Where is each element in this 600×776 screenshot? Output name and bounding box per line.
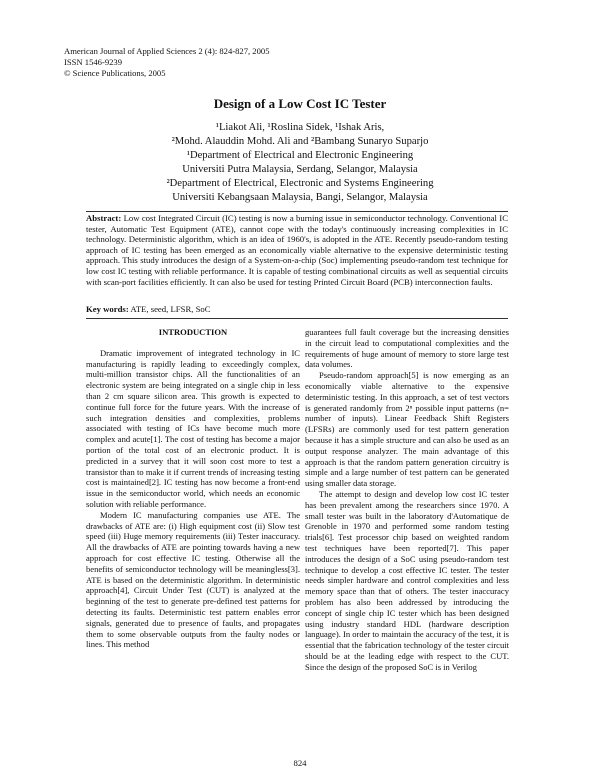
authors-line-1: ¹Liakot Ali, ¹Roslina Sidek, ¹Ishak Aris, [215, 122, 385, 133]
right-paragraph-1: Pseudo-random approach[5] is now emerging as an economically viable alternative to the expensive deterministic testing. In this approach, a set of test vectors is generated randomly from 2ⁿ possible input patterns (n= number of inputs). Linear Feedback Shift Registers (LFSRs) are commonly used for test pattern generation because it has a simple structure and can also be used as an output response analyzer. The main advantage of this approach is that the random pattern generation circuitry is simple and a large number of test pattern can be generated using smaller data storage. [305, 370, 509, 489]
affiliation-1-line-1: ¹Department of Electrical and Electronic Engineering [186, 150, 414, 161]
affiliation-2-line-1: ²Department of Electrical, Electronic and Systems Engineering [166, 178, 434, 189]
authors-line-2: ²Mohd. Alauddin Mohd. Ali and ²Bambang Sunaryo Suparjo [171, 136, 429, 147]
right-paragraph-0: guarantees full fault coverage but the increasing densities in the circuit lead to computational complexities and the requirements of huge amount of memory to store large test data volumes. [305, 327, 509, 370]
journal-copyright: © Science Publications, 2005 [64, 68, 166, 78]
left-column [86, 327, 300, 650]
affiliation-2-line-2: Universiti Kebangsaan Malaysia, Bangi, Selangor, Malaysia [172, 192, 428, 203]
section-heading-introduction: INTRODUCTION [158, 327, 228, 337]
right-column [305, 327, 509, 673]
abstract-label: Abstract: [86, 213, 122, 223]
keywords-label: Key words: [86, 304, 129, 314]
journal-citation: American Journal of Applied Sciences 2 (4): 824-827, 2005 [64, 46, 270, 56]
author-block [150, 121, 450, 205]
abstract-top-rule [86, 211, 508, 212]
left-paragraph-1: Dramatic improvement of integrated technology in IC manufacturing is rapidly leading to exceedingly complex, multi-million transistor chips. All the functionalities of an electronic system are being integrated on a single chip in less than 2 cm square silicon area. This growth is expected to continue full force for the future years. With the increase of such integration densities and complexities, problems associated with testing of ICs have become much more complex and acute[1]. The cost of testing has become a major portion of the total cost of an electronic product. It is predicted in a survey that it will soon cost more to test a transistor than to make it if current trends of increasing testing cost is maintained[2]. IC testing has now become a front-end issue in the semiconductor world, which needs an economic solution with reliable performance. [86, 347, 300, 509]
page-number: 824 [293, 758, 307, 768]
keywords [86, 304, 211, 314]
right-paragraph-2: The attempt to design and develop low cost IC tester has been prevalent among the researchers since 1970. A small tester was built in the laboratory d'Automatique de Grenoble in 1970 and performed some random testing trials[6]. Test processor chip based on weighted random test techniques have been reported[7]. This paper introduces the design of a SoC using pseudo-random test technique to develop a cost effective IC tester. The tester needs simpler hardware and control complexities and less memory space than that of others. The tester inaccuracy problem has also been addressed by introducing the concept of single chip IC tester which has been designed using industry standard HDL (hardware description language). In order to maintain the accuracy of the test, it is essential that the fabrication technology of the tester circuit should be at the leading edge with respect to the CUT. Since the design of the proposed SoC is in Verilog [305, 488, 509, 672]
journal-issn: ISSN 1546-9239 [64, 57, 123, 67]
abstract-bottom-rule [86, 318, 508, 319]
keywords-text: ATE, seed, LFSR, SoC [130, 304, 211, 314]
journal-header [64, 46, 270, 79]
left-paragraph-2: Modern IC manufacturing companies use ATE. The drawbacks of ATE are: (i) High equipment cost (ii) Slow test speed (iii) Huge memory requirements (iii) Tester inaccuracy. All the drawbacks of ATE are pointing towards having a new approach for cost effective IC testing. Otherwise all the benefits of semiconductor technology will be meaningless[3]. ATE is based on the deterministic algorithm. In deterministic approach[4], Circuit Under Test (CUT) is analyzed at the beginning of the test to generate pre-defined test patterns for detecting its faults. Deterministic test pattern enables error signals, generated due to presence of faults, and propagates them to some observable outputs from the faulty nodes or lines. This method [86, 509, 300, 650]
paper-title: Design of a Low Cost IC Tester [213, 96, 387, 111]
abstract [86, 213, 508, 287]
abstract-text: Low cost Integrated Circuit (IC) testing is now a burning issue in semiconductor technology. Conventional IC tester, Automatic Test Equipment (ATE), cannot cope with the today's continuously increasing complexities in IC technology. Deterministic algorithm, which is an idea of 1960's, is adopted in the ATE. Recently pseudo-random testing approach of IC testing has been emerged as an economically viable alternative to the expensive deterministic testing approach. This study introduces the design of a System-on-a-chip (Soc) implementing pseudo-random test technique for low cost IC testing with reliable performance. It is capable of testing combinational circuits as well as sequential circuits with scan-port facilities efficiently. It can also be used for testing Printed Circuit Board (PCB) interconnection faults. [86, 213, 508, 287]
affiliation-1-line-2: Universiti Putra Malaysia, Serdang, Selangor, Malaysia [182, 164, 418, 175]
